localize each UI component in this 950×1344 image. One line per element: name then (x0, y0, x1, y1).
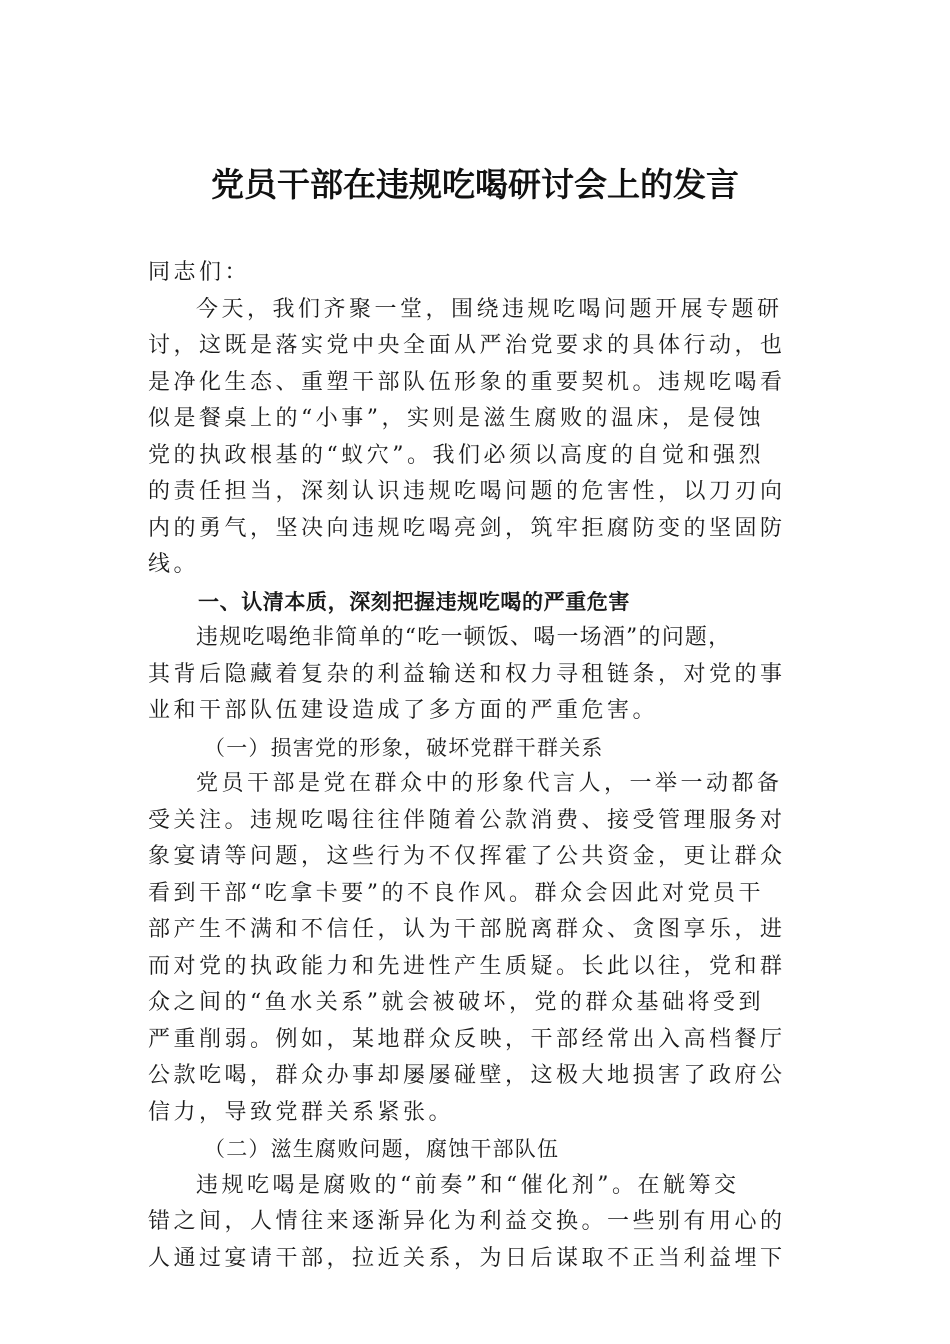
paragraph-line: 受关注。违规吃喝往往伴随着公款消费、接受管理服务对 (148, 807, 786, 833)
paragraph-line: 严重削弱。例如，某地群众反映，干部经常出入高档餐厅 (148, 1026, 786, 1052)
paragraph-line: 业和干部队伍建设造成了多方面的严重危害。 (148, 698, 659, 723)
paragraph-line: 而对党的执政能力和先进性产生质疑。长此以往，党和群 (148, 953, 786, 979)
paragraph-line: 讨，这既是落实党中央全面从严治党要求的具体行动，也 (148, 333, 786, 358)
subsection-heading-1: （一）损害党的形象，破坏党群干群关系 (204, 735, 604, 760)
paragraph-line: 违规吃喝是腐败的“前奏”和“催化剂”。在觥筹交 (196, 1172, 740, 1198)
paragraph-line: 众之间的“鱼水关系”就会被破坏，党的群众基础将受到 (148, 990, 764, 1015)
subsection-heading-2: （二）滋生腐败问题，腐蚀干部队伍 (204, 1137, 560, 1161)
paragraph-line: 违规吃喝绝非简单的“吃一顿饭、喝一场酒”的问题， (196, 625, 732, 650)
paragraph-line: 内的勇气，坚决向违规吃喝亮剑，筑牢拒腐防变的坚固防 (148, 515, 786, 541)
paragraph-line: 人通过宴请干部，拉近关系，为日后谋取不正当利益埋下 (148, 1245, 786, 1271)
salutation: 同志们： (148, 260, 251, 285)
document-body (148, 255, 808, 1277)
paragraph-line: 其背后隐藏着复杂的利益输送和权力寻租链条，对党的事 (148, 661, 786, 687)
paragraph-line: 象宴请等问题，这些行为不仅挥霍了公共资金，更让群众 (148, 844, 786, 869)
paragraph-line: 错之间，人情往来逐渐异化为利益交换。一些别有用心的 (148, 1209, 786, 1234)
paragraph-line: 似是餐桌上的“小事”，实则是滋生腐败的温床，是侵蚀 (148, 406, 764, 431)
document-title: 党员干部在违规吃喝研讨会上的发言 (211, 165, 739, 204)
paragraph-line: 看到干部“吃拿卡要”的不良作风。群众会因此对党员干 (148, 880, 764, 906)
paragraph-line: 公款吃喝，群众办事却屡屡碰壁，这极大地损害了政府公 (148, 1063, 786, 1088)
paragraph-line: 党员干部是党在群众中的形象代言人，一举一动都备 (196, 771, 783, 796)
paragraph-line: 线。 (148, 552, 200, 577)
section-heading-1: 一、认清本质，深刻把握违规吃喝的严重危害 (198, 589, 630, 614)
paragraph-line: 信力，导致党群关系紧张。 (148, 1099, 455, 1125)
paragraph-line: 部产生不满和不信任，认为干部脱离群众、贪图享乐，进 (148, 917, 786, 942)
paragraph-line: 党的执政根基的“蚁穴”。我们必须以高度的自觉和强烈 (148, 442, 764, 468)
paragraph-line: 今天，我们齐聚一堂，围绕违规吃喝问题开展专题研 (196, 296, 783, 322)
paragraph-line: 是净化生态、重塑干部队伍形象的重要契机。违规吃喝看 (148, 369, 786, 395)
paragraph-line: 的责任担当，深刻认识违规吃喝问题的危害性，以刀刃向 (148, 479, 786, 504)
